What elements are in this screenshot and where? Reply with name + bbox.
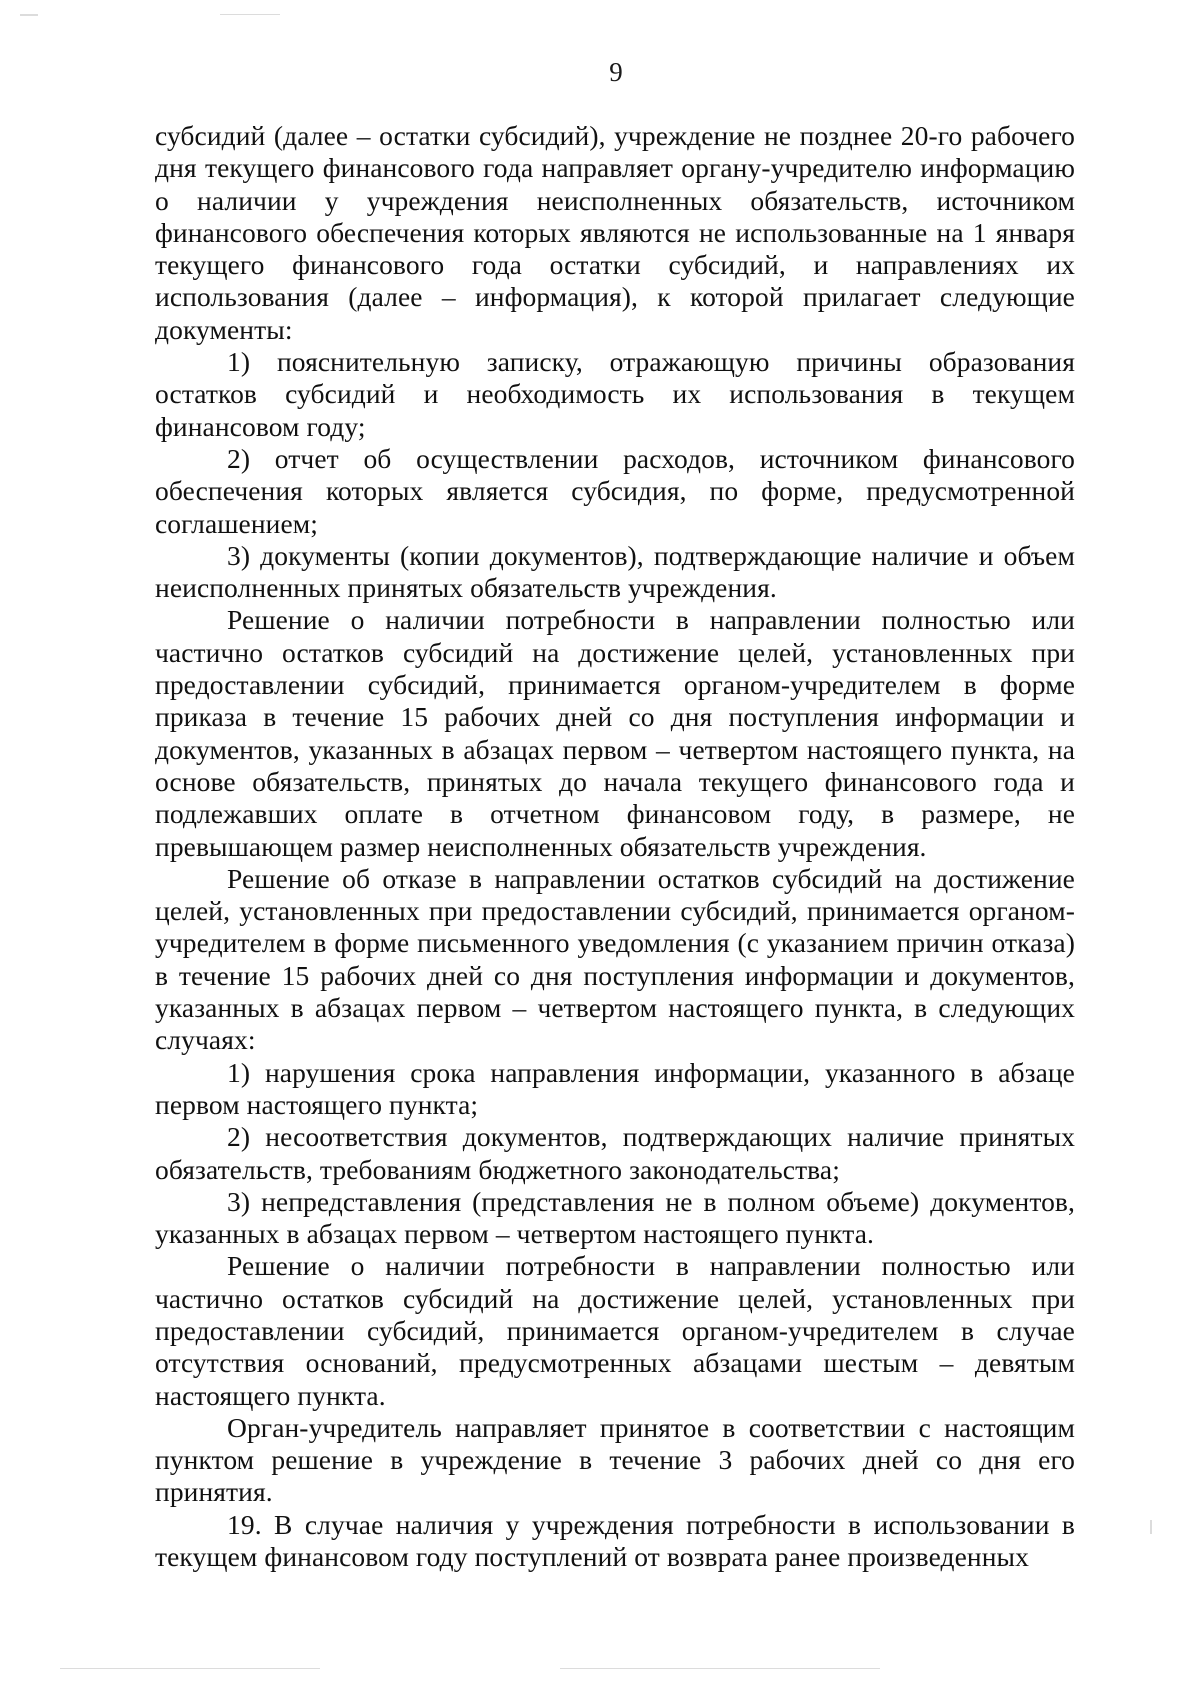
paragraph-list-item-2: 2) отчет об осуществлении расходов, источником финансового обеспечения которых является субсидия, по форме, предусмотренной соглашением;	[155, 442, 1075, 539]
paragraph-list-item-3: 3) документы (копии документов), подтверждающие наличие и объем неисполненных принятых обязательств учреждения.	[155, 539, 1075, 604]
paragraph-item-19: 19. В случае наличия у учреждения потребности в использовании в текущем финансовом году поступлений от возврата ранее произведенных	[155, 1508, 1075, 1573]
paragraph-refusal-case-3: 3) непредставления (представления не в полном объеме) документов, указанных в абзацах первом – четвертом настоящего пункта.	[155, 1185, 1075, 1250]
document-body	[155, 120, 1075, 1573]
paragraph-founder-sends-decision: Орган-учредитель направляет принятое в соответствии с настоящим пунктом решение в учреждение в течение 3 рабочих дней со дня его принятия.	[155, 1411, 1075, 1508]
paragraph-refusal-case-1: 1) нарушения срока направления информации, указанного в абзаце первом настоящего пункта;	[155, 1056, 1075, 1120]
scan-artifact	[220, 14, 280, 15]
scan-artifact	[560, 1668, 880, 1669]
scan-artifact	[20, 14, 38, 16]
paragraph-decision-no-grounds: Решение о наличии потребности в направлении полностью или частично остатков субсидий на достижение целей, установленных при предоставлении субсидий, принимается органом-учредителем в случае отсутствия оснований, предусмотренных абзацами шестым – девятым настоящего пункта.	[155, 1250, 1075, 1411]
paragraph-decision-approval: Решение о наличии потребности в направлении полностью или частично остатков субсидий на достижение целей, установленных при предоставлении субсидий, принимается органом-учредителем в форме приказа в течение 15 рабочих дней со дня поступления информации и документов, указанных в абзацах первом – четвертом настоящего пункта, на основе обязательств, принятых до начала текущего финансового года и подлежавших оплате в отчетном финансовом году, в размере, не превышающем размер неисполненных обязательств учреждения.	[155, 604, 1075, 862]
paragraph-list-item-1: 1) пояснительную записку, отражающую причины образования остатков субсидий и необходимость их использования в текущем финансовом году;	[155, 346, 1075, 442]
paragraph-refusal-case-2: 2) несоответствия документов, подтверждающих наличие принятых обязательств, требованиям бюджетного законодательства;	[155, 1121, 1075, 1185]
paragraph-continuation: субсидий (далее – остатки субсидий), учреждение не позднее 20-го рабочего дня текущего финансового года направляет органу-учредителю информацию о наличии у учреждения неисполненных обязательств, источником финансового обеспечения которых являются не использованные на 1 января текущего финансового года остатки субсидий, и направлениях их использования (далее – информация), к которой прилагает следующие документы:	[155, 120, 1075, 345]
scan-artifact	[60, 1668, 320, 1669]
page-number: 9	[609, 57, 623, 87]
paragraph-decision-refusal: Решение об отказе в направлении остатков субсидий на достижение целей, установленных при предоставлении субсидий, принимается органом-учредителем в форме письменного уведомления (с указанием причин отказа) в течение 15 рабочих дней со дня поступления информации и документов, указанных в абзацах первом – четвертом настоящего пункта, в следующих случаях:	[155, 862, 1075, 1056]
scan-artifact	[1150, 1520, 1152, 1534]
